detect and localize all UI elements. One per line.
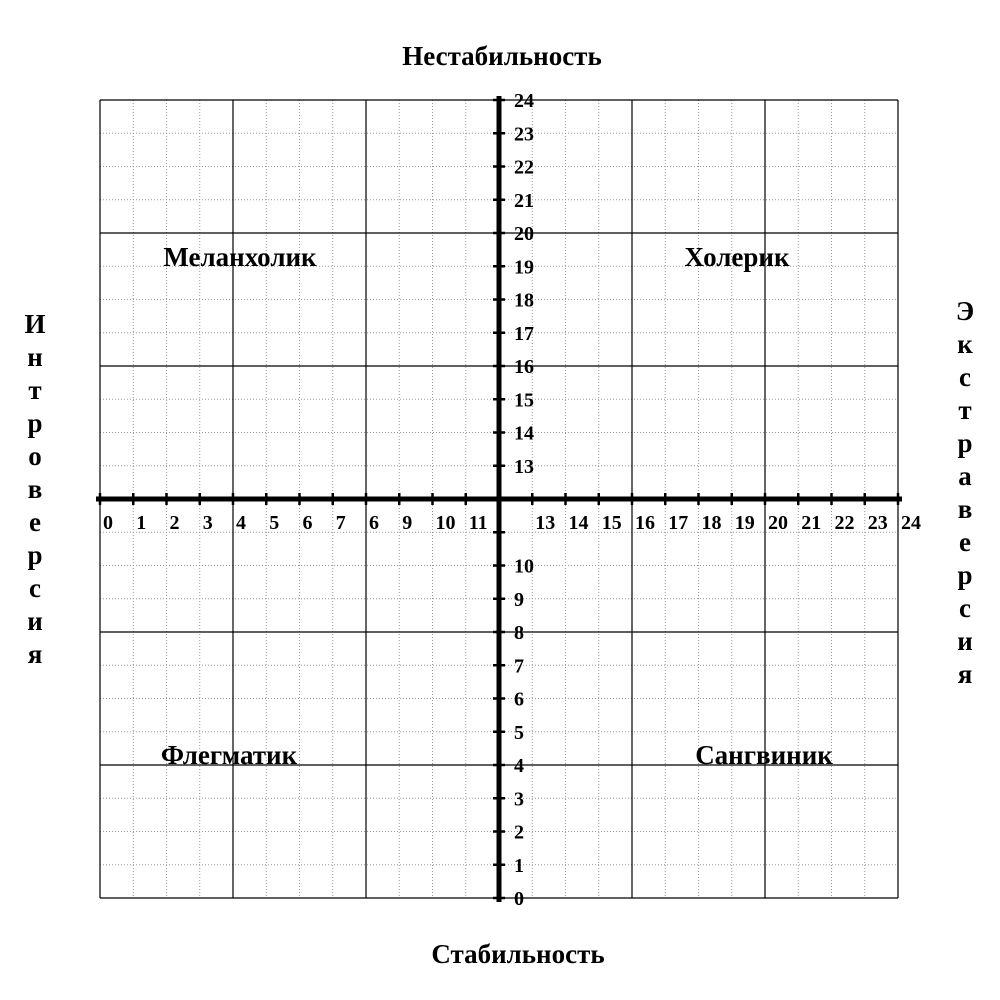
- side-title-letter: к: [957, 329, 973, 359]
- y-tick-label: 4: [514, 755, 524, 777]
- x-tick-label: 6: [369, 512, 379, 534]
- x-tick-label: 10: [435, 512, 456, 534]
- side-title-letter: я: [27, 639, 43, 669]
- side-title-letter: И: [24, 309, 46, 339]
- y-tick-label: 7: [514, 655, 524, 678]
- side-title-letter: и: [27, 606, 43, 636]
- title-bottom: Стабильность: [431, 939, 605, 969]
- quadrant-label-phlegmatic: Флегматик: [160, 740, 298, 770]
- y-tick-label: 14: [514, 422, 534, 445]
- y-tick-label: 0: [514, 888, 524, 910]
- y-tick-label: 6: [514, 688, 524, 711]
- y-tick-label: 19: [514, 256, 534, 279]
- x-tick-label: 5: [269, 512, 280, 534]
- side-title-letter: а: [958, 461, 972, 491]
- y-tick-label: 13: [514, 455, 534, 478]
- y-tick-label: 10: [514, 555, 534, 578]
- y-tick-label: 1: [514, 854, 524, 877]
- y-tick-label: 21: [514, 189, 534, 212]
- side-title-letter: р: [957, 560, 973, 590]
- x-tick-label: 0: [103, 512, 113, 534]
- side-title-letter: с: [29, 573, 41, 603]
- side-title-letter: р: [27, 408, 43, 438]
- side-title-letter: т: [28, 375, 42, 405]
- x-tick-label: 6: [302, 512, 313, 534]
- x-tick-label: 1: [136, 512, 147, 534]
- x-tick-label: 15: [601, 512, 622, 534]
- x-tick-label: 23: [867, 512, 888, 534]
- title-top: Нестабильность: [402, 41, 602, 71]
- side-title-letter: н: [27, 342, 43, 372]
- y-tick-label: 15: [514, 389, 534, 412]
- y-tick-label: 16: [514, 356, 534, 378]
- y-tick-label: 18: [514, 289, 534, 312]
- quadrant-label-sanguine: Сангвиник: [695, 740, 833, 770]
- x-tick-label: 2: [169, 512, 180, 534]
- side-title-letter: в: [27, 474, 43, 504]
- x-tick-label: 7: [335, 512, 346, 534]
- side-title-letter: е: [29, 507, 41, 537]
- x-tick-label: 19: [734, 512, 755, 534]
- quadrant-label-melancholic: Меланхолик: [163, 242, 317, 272]
- x-tick-label: 13: [535, 512, 556, 534]
- y-tick-label: 23: [514, 123, 534, 146]
- x-tick-label: 9: [402, 512, 413, 534]
- side-title-letter: р: [27, 540, 43, 570]
- y-tick-label: 17: [514, 322, 534, 345]
- y-tick-label: 24: [514, 90, 534, 112]
- side-title-letter: и: [957, 626, 973, 656]
- y-tick-label: 9: [514, 588, 524, 611]
- y-tick-label: 8: [514, 622, 524, 644]
- side-title-letter: е: [959, 527, 971, 557]
- y-tick-label: 2: [514, 821, 524, 844]
- x-tick-label: 18: [701, 512, 722, 534]
- x-tick-label: 24: [901, 512, 921, 534]
- side-title-letter: о: [28, 441, 42, 471]
- side-title-letter: р: [957, 428, 973, 458]
- title-right: [956, 296, 974, 689]
- x-tick-label: 20: [768, 512, 788, 534]
- x-tick-label: 3: [202, 512, 213, 534]
- side-title-letter: т: [958, 395, 972, 425]
- y-tick-label: 22: [514, 156, 534, 179]
- side-title-letter: в: [957, 494, 973, 524]
- x-tick-label: 11: [468, 512, 488, 534]
- side-title-letter: я: [957, 659, 973, 689]
- quadrant-label-choleric: Холерик: [684, 242, 790, 272]
- y-tick-label: 3: [514, 788, 524, 811]
- side-title-letter: с: [959, 362, 971, 392]
- side-title-letter: с: [959, 593, 971, 623]
- title-left: [24, 309, 45, 669]
- x-tick-label: 16: [635, 512, 655, 534]
- x-tick-label: 17: [668, 512, 689, 534]
- y-tick-label: 20: [514, 223, 534, 245]
- x-tick-label: 4: [236, 512, 246, 534]
- x-tick-label: 22: [834, 512, 855, 534]
- x-tick-label: 14: [568, 512, 589, 534]
- y-tick-label: 5: [514, 721, 524, 744]
- x-tick-label: 21: [801, 512, 822, 534]
- side-title-letter: Э: [955, 296, 975, 326]
